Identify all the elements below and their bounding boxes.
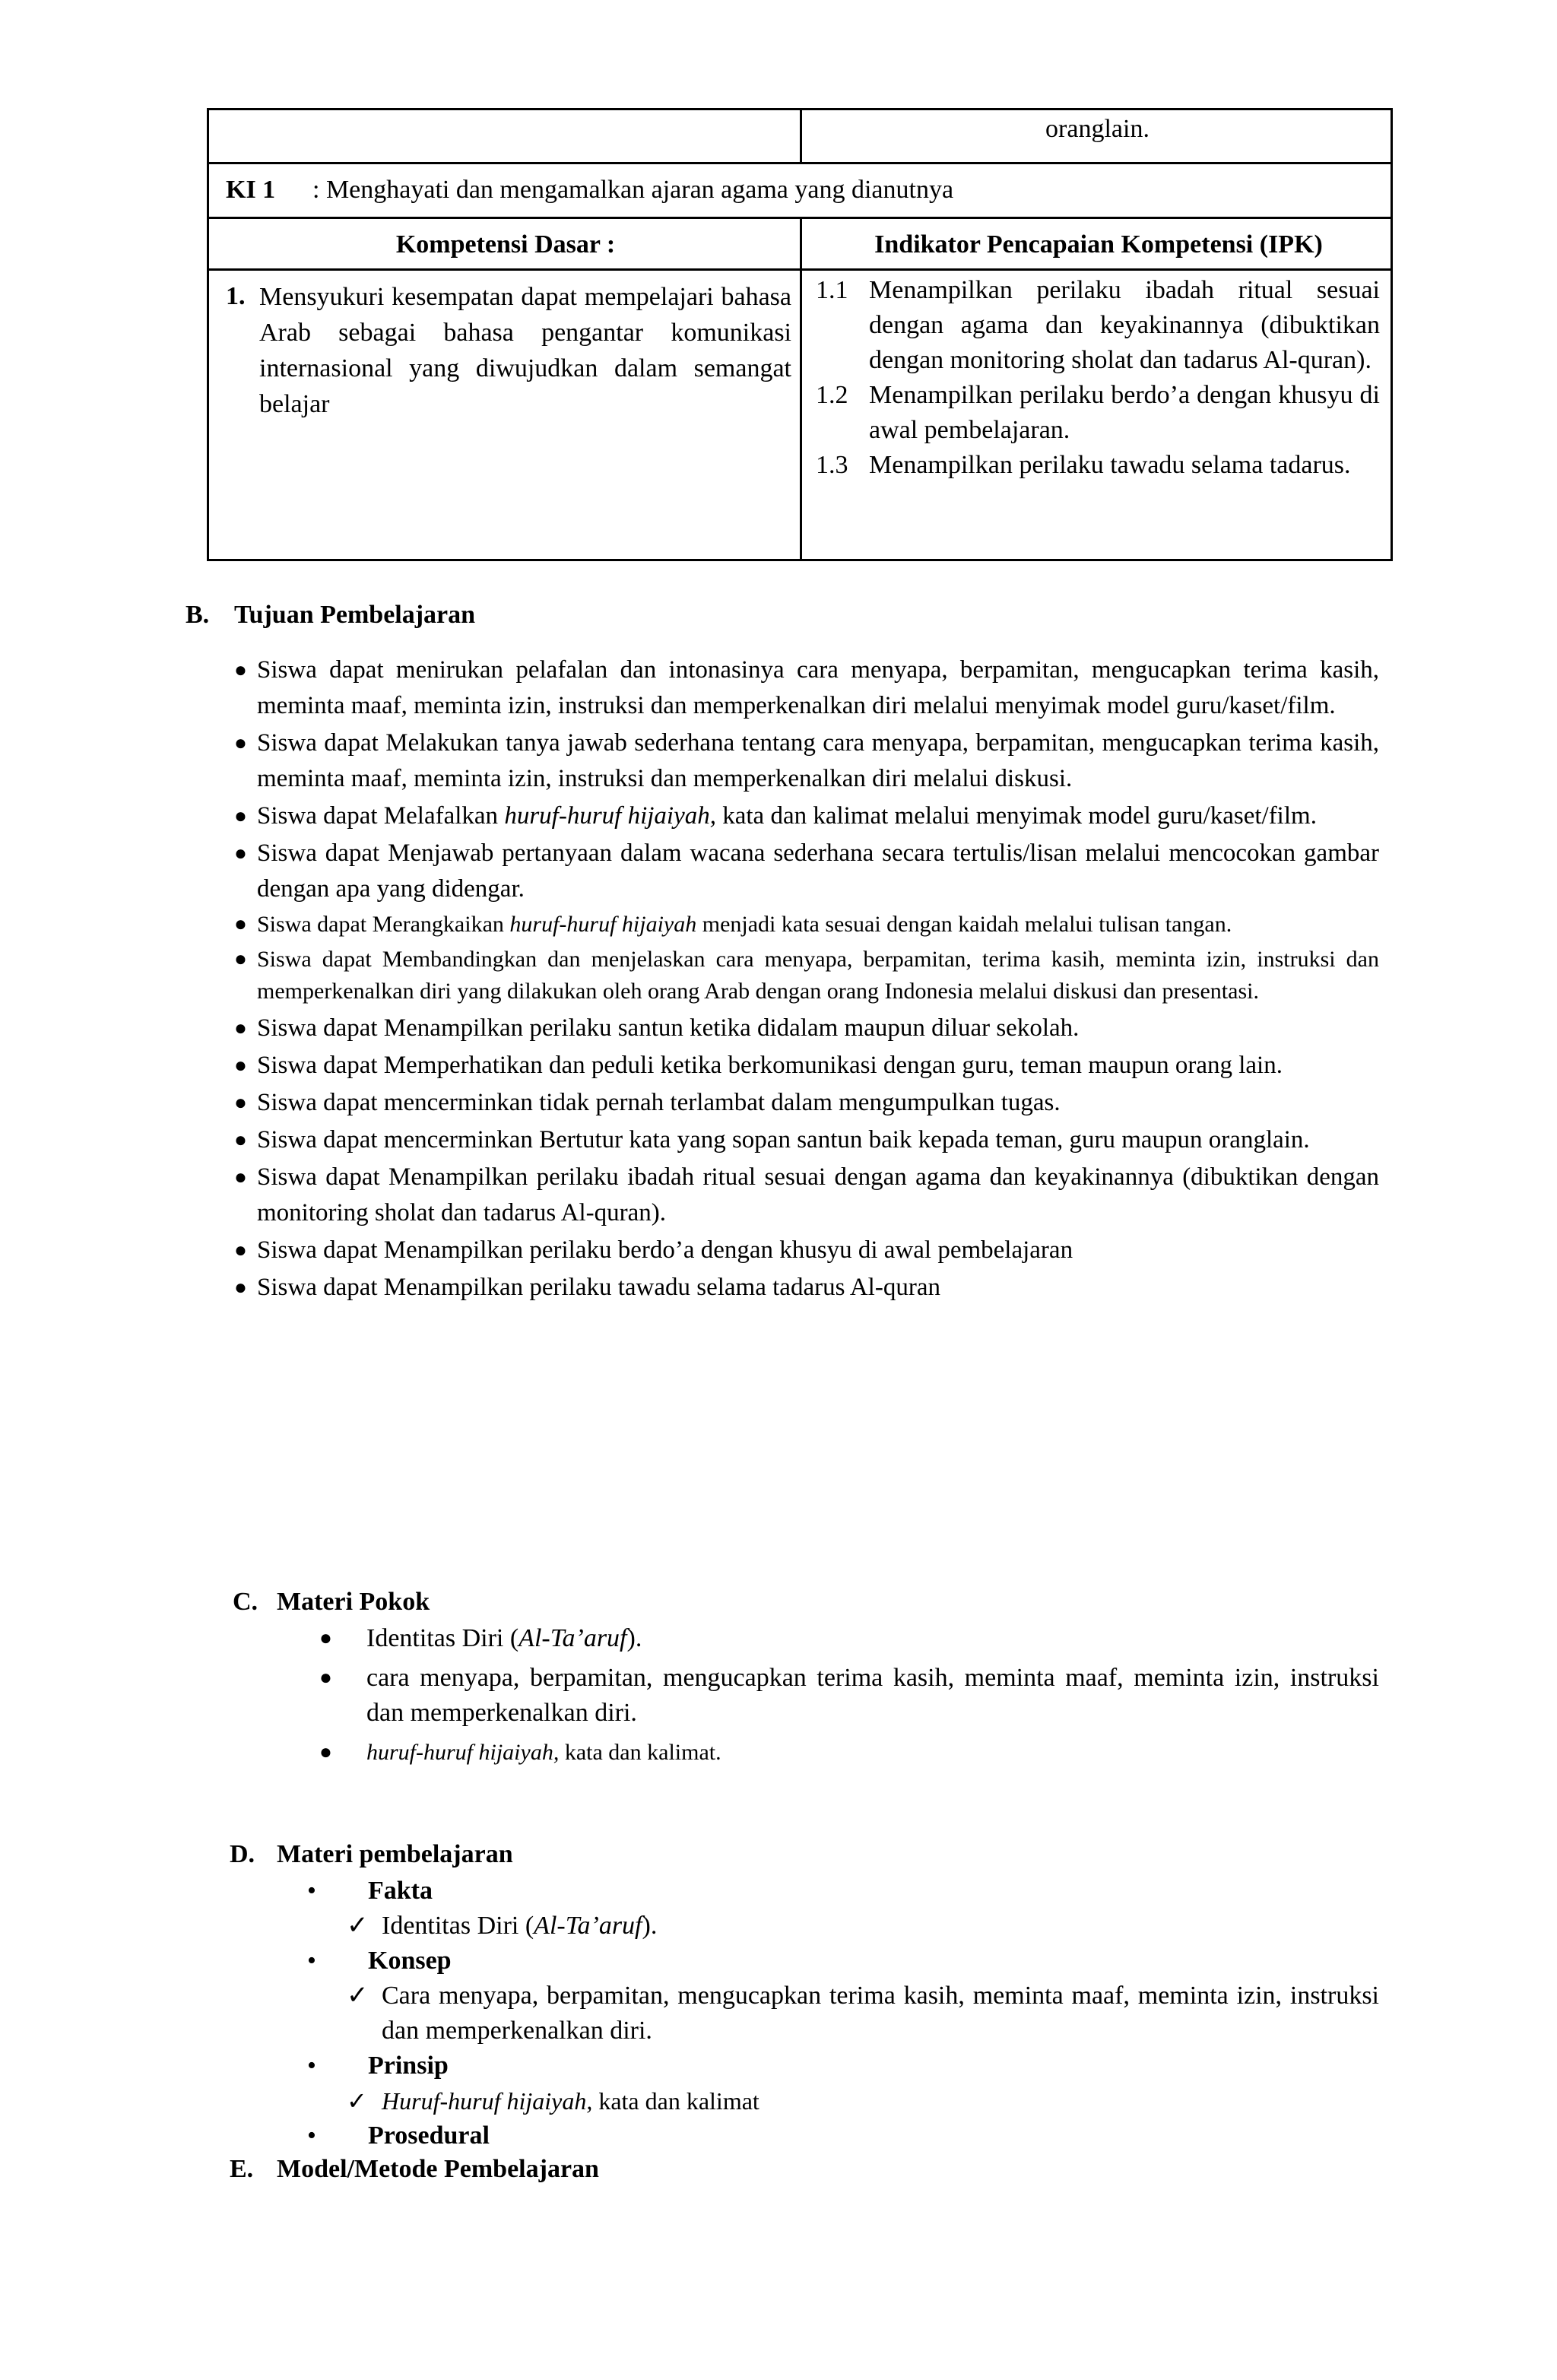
bullet-icon: • — [307, 1947, 316, 1975]
list-item: ● Siswa dapat Menampilkan perilaku berdo’a dengan khusyu di awal pembelajaran — [234, 1233, 1379, 1268]
section-title: Tujuan Pembelajaran — [234, 601, 476, 629]
material-subitem: ✓ Cara menyapa, berpamitan, mengucapkan terima kasih, meminta maaf, meminta izin, instruksi dan memperkenalkan diri. — [307, 1979, 1379, 2048]
list-item: ● Siswa dapat Memperhatikan dan peduli ketika berkomunikasi dengan guru, teman maupun orang lain. — [234, 1048, 1379, 1084]
list-item: ● Siswa dapat Menampilkan perilaku tawadu selama tadarus Al-quran — [234, 1270, 1379, 1306]
list-item: ● Siswa dapat Membandingkan dan menjelaskan cara menyapa, berpamitan, terima kasih, meminta izin, instruksi dan memperkenalkan diri yang dilakukan oleh orang Arab dengan orang Indonesia melalui diskusi dan presentasi. — [234, 944, 1379, 1008]
bullet-icon: ● — [234, 1017, 247, 1040]
ipk-number: 1.3 — [816, 451, 848, 479]
ipk-text: Menampilkan perilaku tawadu selama tadarus. — [869, 451, 1351, 479]
kd-header: Kompetensi Dasar : — [395, 230, 616, 259]
material-category: • Konsep — [307, 1944, 1379, 1979]
bullet-icon: ● — [319, 1741, 332, 1764]
section-letter: C. — [233, 1588, 258, 1616]
ipk-text: Menampilkan perilaku ibadah ritual sesuai dengan agama dan keyakinannya (dibuktikan dengan monitoring sholat dan tadarus Al-quran). — [869, 276, 1380, 374]
ipk-number: 1.2 — [816, 381, 848, 409]
bullet-icon: • — [307, 1877, 316, 1905]
kd-cell — [226, 279, 791, 422]
competency-table — [207, 108, 1393, 561]
bullet-icon: ● — [234, 804, 247, 828]
bullet-icon: ● — [234, 1239, 247, 1262]
list-item: ● cara menyapa, berpamitan, mengucapkan terima kasih, meminta maaf, meminta izin, instruksi dan memperkenalkan diri. — [319, 1661, 1379, 1731]
material-subitem: ✓ Huruf-huruf hijaiyah, kata dan kalimat — [307, 2083, 1379, 2118]
kd-text: Mensyukuri kesempatan dapat mempelajari bahasa Arab sebagai bahasa pengantar komunikasi internasional yang diwujudkan dalam semangat belajar — [259, 283, 791, 418]
section-letter: B. — [186, 601, 210, 629]
ipk-text: Menampilkan perilaku berdo’a dengan khusyu di awal pembelajaran. — [869, 381, 1380, 444]
bullet-icon: ● — [319, 1666, 332, 1690]
section-title: Materi Pokok — [277, 1588, 430, 1616]
bullet-icon: ● — [319, 1626, 332, 1650]
bullet-icon: ● — [234, 1091, 247, 1115]
bullet-icon: ● — [234, 1276, 247, 1299]
ipk-item — [816, 448, 1380, 483]
list-item: ● Siswa dapat mencerminkan tidak pernah terlambat dalam mengumpulkan tugas. — [234, 1085, 1379, 1121]
list-item: ● Siswa dapat Menampilkan perilaku ibadah ritual sesuai dengan agama dan keyakinannya (dibuktikan dengan monitoring sholat dan tadarus Al-quran). — [234, 1160, 1379, 1231]
bullet-icon: ● — [234, 1166, 247, 1189]
check-icon: ✓ — [347, 1912, 369, 1940]
table-divider — [800, 217, 802, 559]
ipk-header: Indikator Pencapaian Kompetensi (IPK) — [874, 230, 1323, 259]
ipk-number: 1.1 — [816, 276, 848, 304]
section-e-heading — [230, 2152, 599, 2188]
main-material-list — [319, 1621, 1379, 1775]
list-item: ● huruf-huruf hijaiyah, kata dan kalimat. — [319, 1735, 1379, 1770]
material-subitem: ✓ Identitas Diri (Al-Ta’aruf). — [307, 1909, 1379, 1944]
list-item: ● Siswa dapat menirukan pelafalan dan intonasinya cara menyapa, berpamitan, mengucapkan terima kasih, meminta maaf, meminta izin, instruksi dan memperkenalkan diri melalui menyimak model guru/kaset/film. — [234, 652, 1379, 724]
material-category: • Prinsip — [307, 2048, 1379, 2083]
list-item: ● Siswa dapat Melafalkan huruf-huruf hijaiyah, kata dan kalimat melalui menyimak model guru/kaset/film. — [234, 798, 1379, 834]
list-item: ● Siswa dapat Merangkaikan huruf-huruf hijaiyah menjadi kata sesuai dengan kaidah melalui tulisan tangan. — [234, 909, 1379, 941]
section-d-heading — [230, 1837, 513, 1873]
learning-material-list — [307, 1874, 1379, 2153]
bullet-icon: ● — [234, 1128, 247, 1152]
material-category: • Prosedural — [307, 2118, 1379, 2153]
ki-label: KI 1 — [226, 176, 276, 204]
section-letter: D. — [230, 1840, 255, 1868]
table-continuation-text: oranglain. — [1045, 115, 1150, 143]
bullet-icon: ● — [234, 1054, 247, 1077]
bullet-icon: • — [307, 2121, 316, 2150]
bullet-icon: ● — [234, 658, 247, 682]
section-title: Model/Metode Pembelajaran — [277, 2155, 599, 2183]
bullet-icon: ● — [234, 842, 247, 865]
bullet-icon: • — [307, 2052, 316, 2080]
section-letter: E. — [230, 2155, 254, 2183]
material-category: • Fakta — [307, 1874, 1379, 1909]
list-item: ● Siswa dapat Melakukan tanya jawab sederhana tentang cara menyapa, berpamitan, mengucapkan terima kasih, meminta maaf, meminta izin, instruksi dan memperkenalkan diri melalui diskusi. — [234, 725, 1379, 797]
list-item: ● Siswa dapat Menjawab pertanyaan dalam wacana sederhana secara tertulis/lisan melalui mencocokan gambar dengan apa yang didengar. — [234, 836, 1379, 907]
section-c-heading — [233, 1585, 430, 1620]
section-b-heading — [186, 598, 475, 633]
list-item: ● Siswa dapat Menampilkan perilaku santun ketika didalam maupun diluar sekolah. — [234, 1011, 1379, 1046]
table-continuation-cell — [802, 110, 1393, 162]
bullet-icon: ● — [234, 912, 247, 936]
bullet-icon: ● — [234, 947, 247, 971]
list-item: ● Siswa dapat mencerminkan Bertutur kata yang sopan santun baik kepada teman, guru maupun oranglain. — [234, 1122, 1379, 1158]
ipk-cell — [816, 273, 1380, 483]
check-icon: ✓ — [347, 2087, 367, 2115]
list-item: ● Identitas Diri (Al-Ta’aruf). — [319, 1621, 1379, 1656]
table-divider — [209, 162, 1391, 164]
ipk-item — [816, 273, 1380, 378]
bullet-icon: ● — [234, 731, 247, 755]
learning-objectives-list — [234, 652, 1379, 1307]
kd-number: 1. — [226, 282, 246, 310]
ipk-item — [816, 378, 1380, 448]
check-icon: ✓ — [347, 1982, 369, 2010]
ki-text: : Menghayati dan mengamalkan ajaran agama yang dianutnya — [312, 176, 954, 204]
section-title: Materi pembelajaran — [277, 1840, 513, 1868]
